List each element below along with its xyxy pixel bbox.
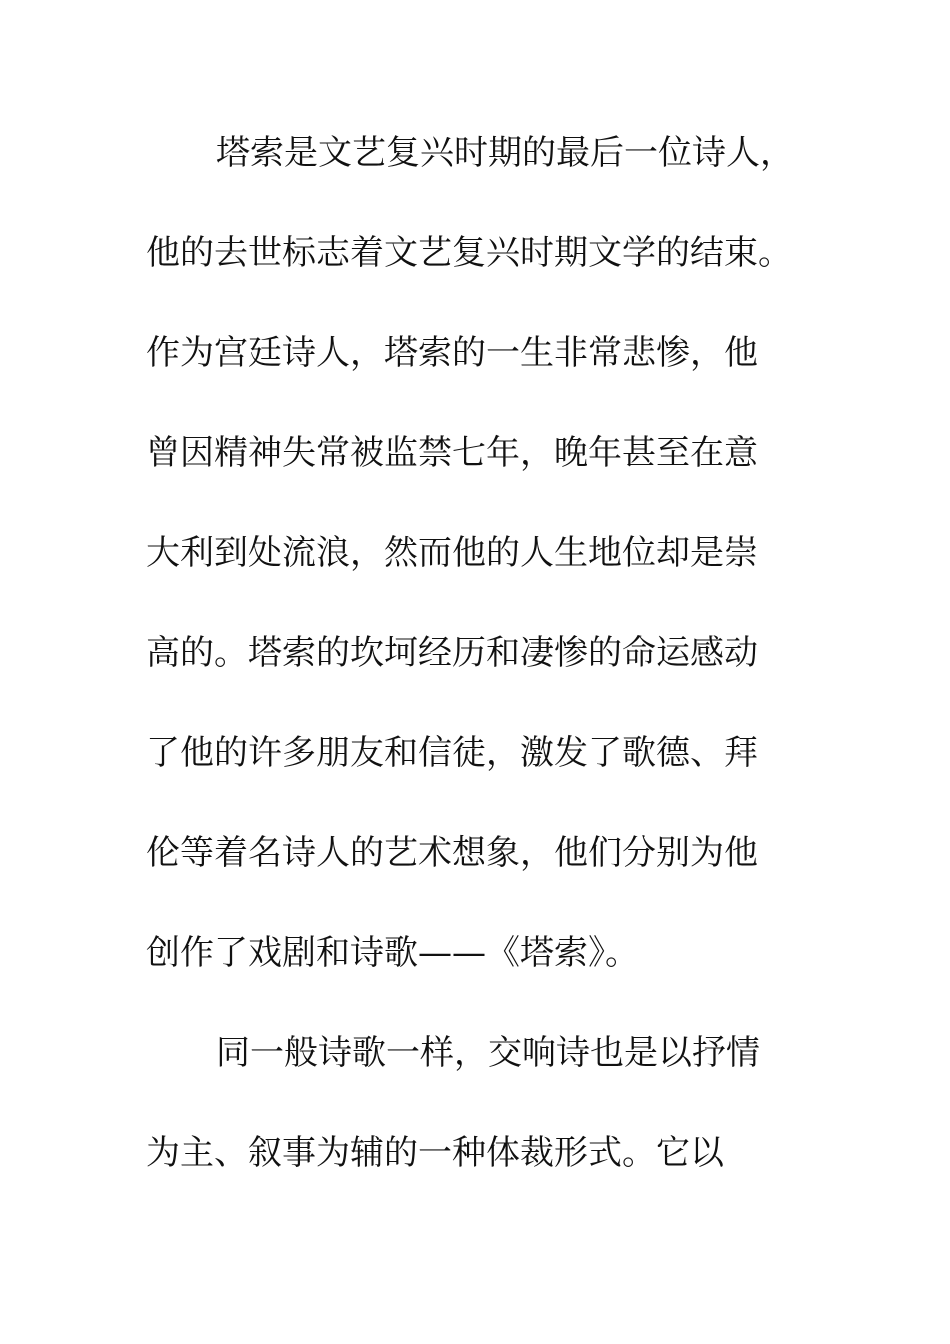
paragraph-1-line-8: 伦等着名诗人的艺术想象，他们分别为他 xyxy=(146,833,758,873)
paragraph-1-line-6: 高的。塔索的坎坷经历和凄惨的命运感动 xyxy=(146,633,758,673)
body-text xyxy=(146,123,816,1223)
paragraph-1-line-7: 了他的许多朋友和信徒，激发了歌德、拜 xyxy=(146,733,758,773)
paragraph-2-line-1: 同一般诗歌一样，交响诗也是以抒情 xyxy=(216,1033,760,1073)
paragraph-1-line-4: 曾因精神失常被监禁七年，晚年甚至在意 xyxy=(146,433,758,473)
paragraph-1-line-3: 作为宫廷诗人，塔索的一生非常悲惨，他 xyxy=(146,333,758,373)
paragraph-1-line-9: 创作了戏剧和诗歌——《塔索》。 xyxy=(146,933,639,973)
paragraph-1-line-1: 塔索是文艺复兴时期的最后一位诗人， xyxy=(216,133,794,173)
paragraph-2-line-2: 为主、叙事为辅的一种体裁形式。它以 xyxy=(146,1133,724,1173)
paragraph-1-line-5: 大利到处流浪，然而他的人生地位却是崇 xyxy=(146,533,758,573)
paragraph-1-line-2: 他的去世标志着文艺复兴时期文学的结束。 xyxy=(146,233,792,273)
